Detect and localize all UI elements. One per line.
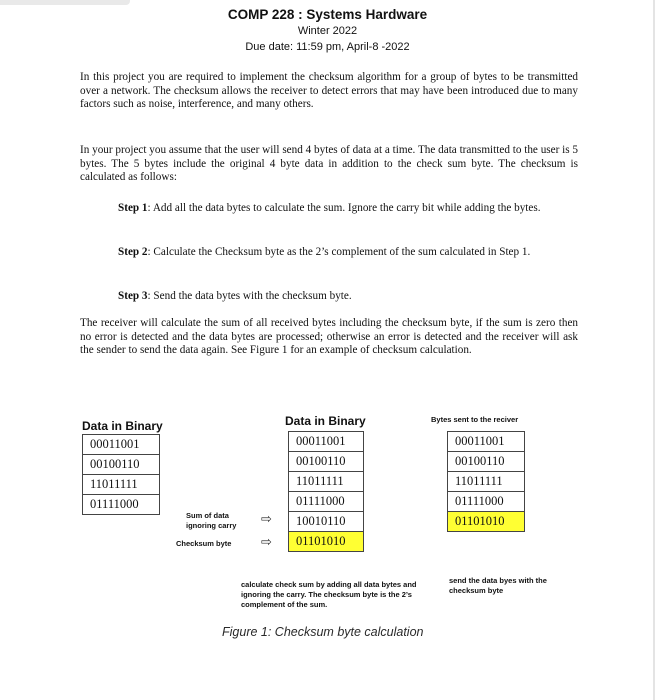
sent-byte-4: 01111000: [448, 492, 524, 512]
right-table-header: Bytes sent to the reciver: [431, 415, 519, 424]
left-byte-2: 00100110: [83, 455, 159, 475]
sent-checksum-byte: 01101010: [448, 512, 524, 531]
figure-caption: Figure 1: Checksum byte calculation: [222, 625, 424, 639]
right-binary-table: [447, 431, 525, 532]
sent-byte-2: 00100110: [448, 452, 524, 472]
due-date: Due date: 11:59 pm, April-8 -2022: [245, 41, 410, 53]
document-title: COMP 228 : Systems Hardware: [227, 7, 428, 22]
step-3-label: Step 3: [118, 290, 148, 302]
right-arrow-icon: ⇨: [261, 512, 272, 527]
right-arrow-icon: ⇨: [261, 535, 272, 550]
project-paragraph: In your project you assume that the user will send 4 bytes of data at a time. The data transmitted to the user is 5 bytes. The 5 bytes include the original 4 byte data in addition to the check sum byte. The checksum is calculated as follows:: [80, 144, 578, 184]
mid-binary-table: [288, 431, 364, 552]
step-1: [118, 202, 548, 216]
mid-table-header: Data in Binary: [285, 414, 366, 428]
sent-byte-3: 11011111: [448, 472, 524, 492]
step-3-text: : Send the data bytes with the checksum byte.: [147, 290, 352, 302]
step-1-text: : Add all the data bytes to calculate the sum. Ignore the carry bit while adding the bytes.: [147, 202, 541, 214]
mid-byte-4: 01111000: [289, 492, 363, 512]
mid-byte-1: 00011001: [289, 432, 363, 452]
step-2: [118, 246, 548, 260]
note-checksum-calculation: calculate check sum by adding all data bytes and ignoring the carry. The checksum byte is the 2’s complement of the sum.: [241, 580, 417, 609]
checksum-label: Checksum byte: [176, 539, 232, 548]
page-edge: [0, 0, 130, 5]
intro-paragraph: In this project you are required to implement the checksum algorithm for a group of bytes to be transmitted over a network. The checksum allows the receiver to detect errors that may have been introduced due to many factors such as noise, interference, and many others.: [80, 71, 578, 111]
left-table-header: Data in Binary: [82, 419, 163, 433]
checksum-byte: 01101010: [289, 532, 363, 551]
step-2-text: : Calculate the Checksum byte as the 2’s complement of the sum calculated in Step 1.: [147, 246, 531, 258]
mid-byte-2: 00100110: [289, 452, 363, 472]
step-2-label: Step 2: [118, 246, 148, 258]
sum-byte: 10010110: [289, 512, 363, 532]
sent-byte-1: 00011001: [448, 432, 524, 452]
left-byte-4: 01111000: [90, 497, 139, 511]
left-byte-3: 11011111: [83, 475, 159, 495]
note-send-bytes: send the data byes with the checksum byte: [449, 576, 547, 595]
sum-label: Sum of data ignoring carry: [186, 511, 237, 530]
step-1-label: Step 1: [118, 202, 148, 214]
left-binary-table: [82, 434, 160, 515]
receiver-paragraph: The receiver will calculate the sum of all received bytes including the checksum byte, if the sum is zero then no error is detected and the data bytes are processed; otherwise an error is detected and the receiver will ask the sender to send the data again. See Figure 1 for an example of checksum calculation.: [80, 317, 578, 357]
left-byte-1: 00011001: [83, 435, 159, 455]
mid-byte-3: 11011111: [289, 472, 363, 492]
term-label: Winter 2022: [297, 25, 358, 37]
step-3: [118, 290, 548, 304]
